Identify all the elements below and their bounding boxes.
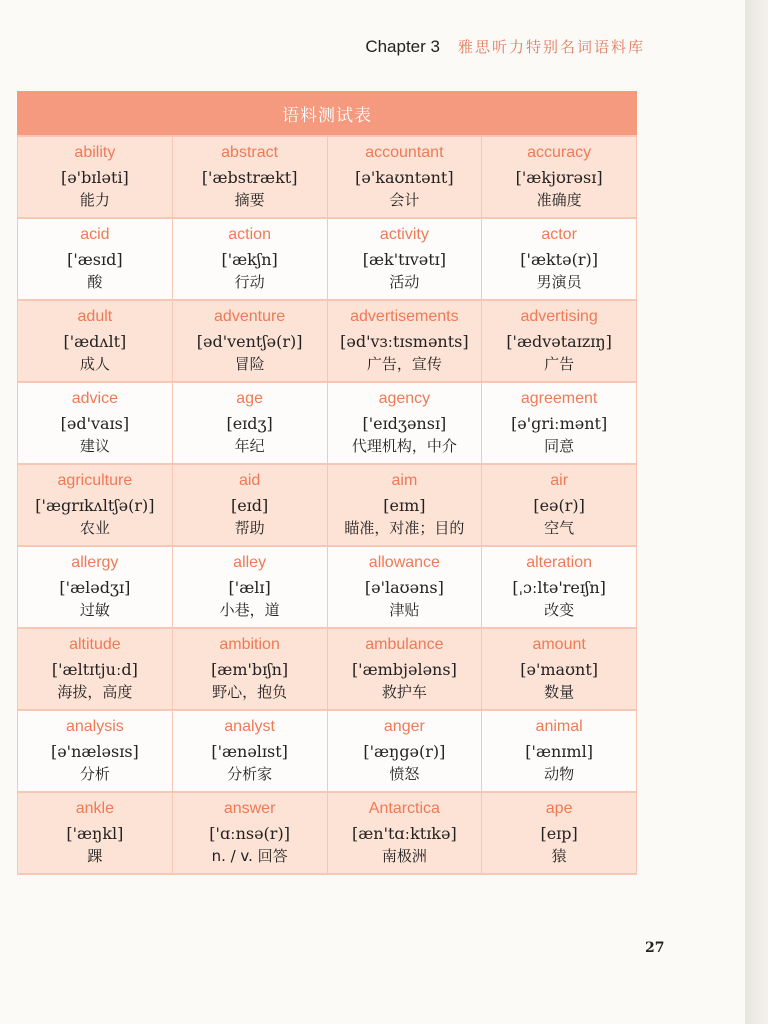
vocab-cell bbox=[328, 791, 483, 873]
vocab-cell bbox=[173, 299, 328, 381]
vocab-phonetic: ['æbstrækt] bbox=[201, 168, 298, 187]
vocab-word: age bbox=[236, 390, 263, 407]
vocab-cell bbox=[173, 545, 328, 627]
vocab-meaning: 农业 bbox=[79, 519, 110, 537]
vocab-cell bbox=[328, 627, 483, 709]
vocab-word: action bbox=[228, 226, 271, 243]
vocab-phonetic: [eɪp] bbox=[540, 824, 578, 843]
vocab-cell bbox=[482, 299, 637, 381]
vocab-word: animal bbox=[535, 718, 583, 735]
vocab-word: allergy bbox=[71, 554, 119, 571]
vocab-meaning: 行动 bbox=[234, 273, 265, 291]
vocab-meaning: 代理机构，中介 bbox=[351, 437, 457, 455]
vocab-meaning: 男演员 bbox=[536, 273, 582, 291]
vocab-phonetic: [ə'griːmənt] bbox=[511, 414, 608, 433]
vocab-meaning: 成人 bbox=[79, 355, 110, 373]
vocab-word: anger bbox=[383, 718, 425, 735]
vocab-cell bbox=[482, 627, 637, 709]
vocab-phonetic: [ə'laʊəns] bbox=[364, 578, 444, 597]
vocab-word: alley bbox=[233, 554, 267, 571]
vocab-word: analyst bbox=[224, 718, 275, 735]
vocab-word: ability bbox=[74, 144, 116, 161]
vocab-meaning: 广告 bbox=[544, 355, 575, 373]
vocab-cell bbox=[173, 135, 328, 217]
vocab-phonetic: ['ɑːnsə(r)] bbox=[209, 824, 290, 843]
vocab-word: analysis bbox=[65, 718, 124, 735]
vocab-word: ambulance bbox=[365, 636, 444, 653]
vocab-cell bbox=[173, 709, 328, 791]
vocab-phonetic: [æk'tɪvətɪ] bbox=[362, 250, 446, 269]
vocab-phonetic: ['æltɪtjuːd] bbox=[51, 660, 138, 679]
vocab-phonetic: ['ækʃn] bbox=[221, 250, 278, 269]
vocab-word: ape bbox=[545, 800, 573, 817]
vocab-meaning: 广告，宣传 bbox=[366, 355, 442, 373]
vocab-word: agreement bbox=[520, 390, 598, 407]
vocab-cell bbox=[18, 463, 173, 545]
vocab-meaning: 改变 bbox=[544, 601, 575, 619]
vocab-meaning: 救护车 bbox=[381, 683, 427, 701]
vocab-phonetic: ['ænəlɪst] bbox=[211, 742, 288, 761]
vocab-meaning: 海拔，高度 bbox=[57, 683, 133, 701]
vocab-phonetic: ['æktə(r)] bbox=[520, 250, 598, 269]
vocab-phonetic: ['ædʌlt] bbox=[63, 332, 127, 351]
vocab-word: Antarctica bbox=[368, 800, 440, 817]
vocab-word: actor bbox=[541, 226, 577, 243]
vocab-meaning: 活动 bbox=[389, 273, 420, 291]
vocab-cell bbox=[18, 381, 173, 463]
vocab-meaning: 分析 bbox=[79, 765, 110, 783]
vocab-meaning: 分析家 bbox=[227, 765, 273, 783]
vocab-phonetic: ['eɪdʒənsɪ] bbox=[362, 414, 447, 433]
vocab-phonetic: ['æmbjələns] bbox=[351, 660, 457, 679]
vocab-phonetic: ['ælɪ] bbox=[228, 578, 271, 597]
vocab-meaning: 野心，抱负 bbox=[212, 683, 288, 701]
vocab-phonetic: ['æŋgə(r)] bbox=[363, 742, 446, 761]
vocab-cell bbox=[328, 463, 483, 545]
vocab-word: ankle bbox=[75, 800, 114, 817]
vocab-phonetic: [ə'næləsɪs] bbox=[50, 742, 139, 761]
vocab-cell bbox=[18, 135, 173, 217]
vocab-word: accuracy bbox=[527, 144, 592, 161]
vocabulary-table bbox=[17, 91, 637, 875]
vocab-word: answer bbox=[223, 800, 276, 817]
vocab-phonetic: [əd'vaɪs] bbox=[60, 414, 130, 433]
vocab-meaning: 数量 bbox=[544, 683, 575, 701]
vocab-phonetic: [əd'vɜːtɪsmənts] bbox=[340, 332, 469, 351]
vocab-cell bbox=[173, 217, 328, 299]
vocab-meaning: 南极洲 bbox=[381, 847, 427, 865]
vocab-phonetic: ['ædvətaɪzɪŋ] bbox=[506, 332, 612, 351]
vocab-word: aim bbox=[391, 472, 418, 489]
vocab-cell bbox=[482, 217, 637, 299]
page-number: 27 bbox=[645, 940, 665, 956]
vocab-meaning: 踝 bbox=[87, 847, 103, 865]
vocab-phonetic: [æm'bɪʃn] bbox=[211, 660, 289, 679]
table-title: 语料测试表 bbox=[17, 91, 637, 135]
vocab-phonetic: [ə'bɪləti] bbox=[60, 168, 129, 187]
vocab-phonetic: ['ælədʒɪ] bbox=[59, 578, 131, 597]
vocab-word: agriculture bbox=[57, 472, 133, 489]
vocab-word: accountant bbox=[365, 144, 444, 161]
vocab-cell bbox=[18, 709, 173, 791]
vocab-cell bbox=[328, 135, 483, 217]
vocab-word: adult bbox=[77, 308, 113, 325]
vocab-cell bbox=[482, 135, 637, 217]
vocab-phonetic: ['æŋkl] bbox=[66, 824, 124, 843]
vocab-word: ambition bbox=[219, 636, 280, 653]
vocab-meaning: 津贴 bbox=[389, 601, 420, 619]
vocab-word: acid bbox=[80, 226, 110, 243]
vocab-cell bbox=[173, 463, 328, 545]
vocab-meaning: 能力 bbox=[79, 191, 110, 209]
vocab-word: aid bbox=[238, 472, 261, 489]
vocab-phonetic: [eɪd] bbox=[230, 496, 269, 515]
vocab-cell bbox=[328, 217, 483, 299]
vocab-phonetic: [ə'kaʊntənt] bbox=[355, 168, 454, 187]
vocab-cell bbox=[482, 791, 637, 873]
chapter-label: Chapter 3 bbox=[365, 37, 440, 56]
vocab-word: air bbox=[550, 472, 569, 489]
vocab-phonetic: [eɪdʒ] bbox=[226, 414, 273, 433]
vocab-cell bbox=[18, 791, 173, 873]
vocab-cell bbox=[328, 709, 483, 791]
vocab-phonetic: [æn'tɑːktɪkə] bbox=[352, 824, 457, 843]
vocab-meaning: 建议 bbox=[79, 437, 110, 455]
vocab-cell bbox=[482, 545, 637, 627]
vocab-word: altitude bbox=[69, 636, 121, 653]
vocab-word: abstract bbox=[221, 144, 279, 161]
running-head bbox=[365, 36, 645, 57]
vocab-cell bbox=[173, 627, 328, 709]
vocabulary-grid bbox=[17, 135, 637, 875]
vocab-meaning: 准确度 bbox=[536, 191, 582, 209]
vocab-phonetic: ['ækjʊrəsɪ] bbox=[515, 168, 603, 187]
vocab-cell bbox=[173, 791, 328, 873]
vocab-phonetic: ['ægrɪkʌltʃə(r)] bbox=[35, 496, 155, 515]
vocab-word: allowance bbox=[368, 554, 440, 571]
vocab-meaning: 过敏 bbox=[79, 601, 110, 619]
vocab-word: advice bbox=[71, 390, 118, 407]
vocab-phonetic: ['ænɪml] bbox=[525, 742, 593, 761]
vocab-meaning: 愤怒 bbox=[389, 765, 420, 783]
vocab-word: agency bbox=[378, 390, 431, 407]
vocab-phonetic: [ə'maʊnt] bbox=[520, 660, 598, 679]
vocab-word: amount bbox=[532, 636, 586, 653]
vocab-meaning: 冒险 bbox=[234, 355, 265, 373]
vocab-cell bbox=[18, 299, 173, 381]
vocab-meaning: 会计 bbox=[389, 191, 420, 209]
vocab-phonetic: [əd'ventʃə(r)] bbox=[196, 332, 303, 351]
vocab-phonetic: [eə(r)] bbox=[533, 496, 585, 515]
vocab-cell bbox=[173, 381, 328, 463]
page-edge bbox=[745, 0, 768, 1024]
vocab-phonetic: [ˌɔːltə'reɪʃn] bbox=[512, 578, 606, 597]
vocab-phonetic: [eɪm] bbox=[383, 496, 426, 515]
vocab-cell bbox=[328, 545, 483, 627]
vocab-word: alteration bbox=[526, 554, 593, 571]
vocab-meaning: 同意 bbox=[544, 437, 575, 455]
vocab-cell bbox=[482, 709, 637, 791]
vocab-cell bbox=[328, 381, 483, 463]
vocab-word: advertisements bbox=[350, 308, 459, 325]
vocab-word: adventure bbox=[214, 308, 286, 325]
vocab-cell bbox=[18, 627, 173, 709]
vocab-phonetic: ['æsɪd] bbox=[67, 250, 123, 269]
vocab-cell bbox=[328, 299, 483, 381]
vocab-meaning: 年纪 bbox=[234, 437, 265, 455]
vocab-word: activity bbox=[379, 226, 429, 243]
vocab-meaning: 瞄准，对准；目的 bbox=[344, 519, 465, 537]
chapter-title: 雅思听力特别名词语料库 bbox=[457, 38, 645, 56]
vocab-meaning: 帮助 bbox=[234, 519, 265, 537]
vocab-meaning: 猿 bbox=[551, 847, 567, 865]
vocab-meaning: 空气 bbox=[544, 519, 575, 537]
vocab-meaning: 摘要 bbox=[234, 191, 265, 209]
vocab-meaning: n. / v. 回答 bbox=[211, 847, 288, 865]
vocab-cell bbox=[482, 381, 637, 463]
vocab-meaning: 小巷，道 bbox=[219, 601, 280, 619]
vocab-word: advertising bbox=[520, 308, 598, 325]
vocab-meaning: 动物 bbox=[544, 765, 575, 783]
vocab-cell bbox=[482, 463, 637, 545]
vocab-cell bbox=[18, 217, 173, 299]
vocab-meaning: 酸 bbox=[87, 273, 103, 291]
vocab-cell bbox=[18, 545, 173, 627]
